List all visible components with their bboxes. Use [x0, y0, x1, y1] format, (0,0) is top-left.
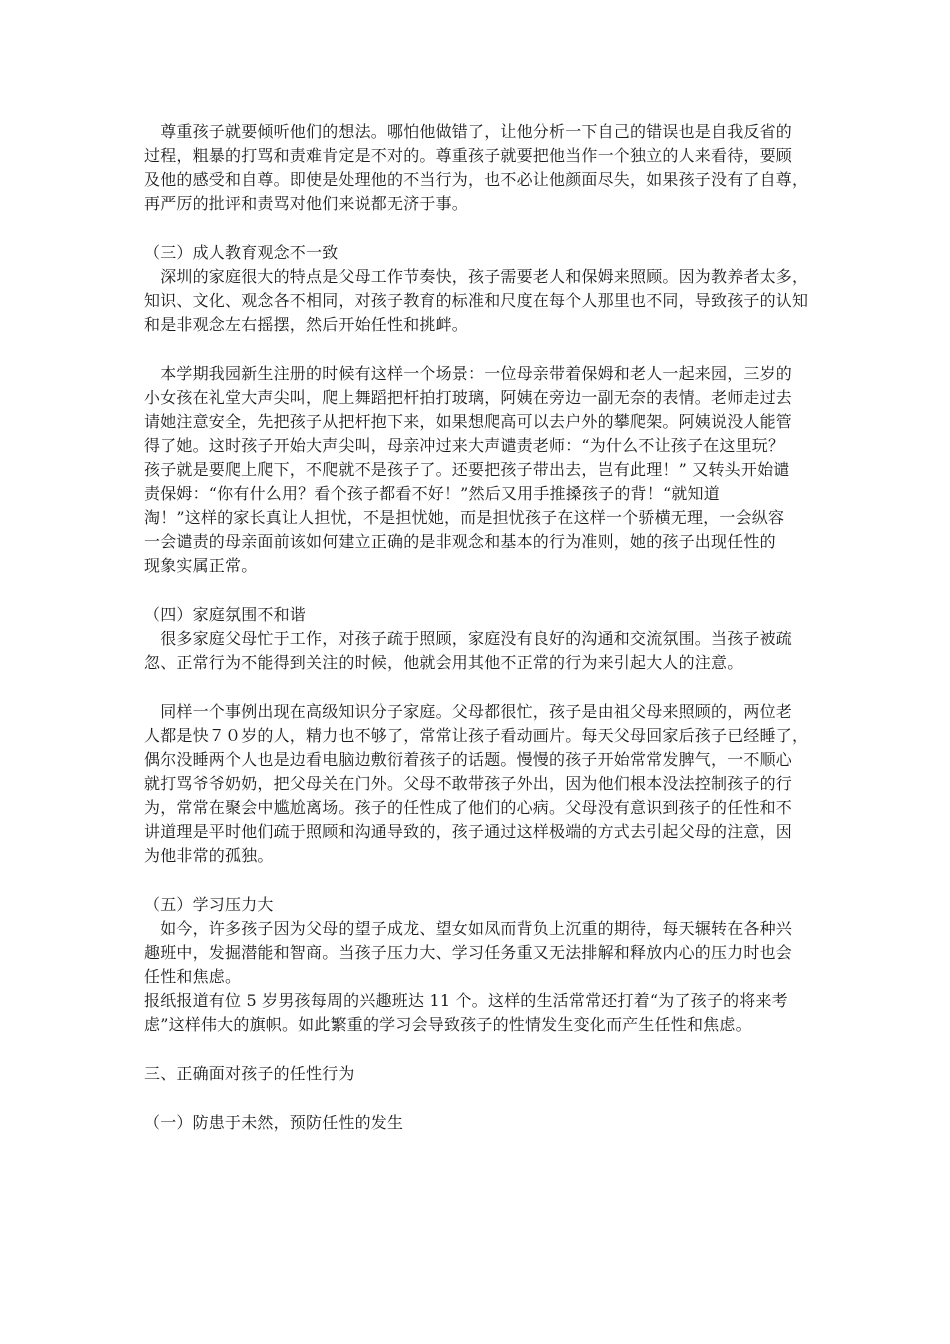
text-line: 偶尔没睡两个人也是边看电脑边敷衍着孩子的话题。慢慢的孩子开始常常发脾气，一不顺心: [144, 750, 793, 769]
paragraph-registration-scene: [144, 362, 814, 578]
text-line: 现象实属正常。: [144, 556, 258, 575]
text-line: 淘！”这样的家长真让人担忧，不是担忧她，而是担忧孩子在这样一个骄横无理，一会纵容: [144, 508, 785, 527]
text-line: 讲道理是平时他们疏于照顾和沟通导致的，孩子通过这样极端的方式去引起父母的注意，因: [144, 822, 793, 841]
text-line: 就打骂爷爷奶奶，把父母关在门外。父母不敢带孩子外出，因为他们根本没法控制孩子的行: [144, 774, 793, 793]
section-heading: （四）家庭氛围不和谐: [144, 605, 307, 624]
text-line: 孩子就是要爬上爬下，不爬就不是孩子了。还要把孩子带出去，岂有此理！” 又转头开始谴: [144, 460, 790, 479]
document-page: [144, 120, 814, 1135]
text-line: 和是非观念左右摇摆，然后开始任性和挑衅。: [144, 315, 469, 334]
text-line: 一会谴责的母亲面前该如何建立正确的是非观念和基本的行为准则，她的孩子出现任性的: [144, 532, 776, 551]
section-adult-education-views: [144, 241, 814, 337]
section-heading: （三）成人教育观念不一致: [144, 243, 339, 262]
text-line: 本学期我园新生注册的时候有这样一个场景：一位母亲带着保姆和老人一起来园，三岁的: [144, 364, 793, 383]
paragraph-respect: [144, 120, 814, 216]
text-line: 为，常常在聚会中尴尬离场。孩子的任性成了他们的心病。父母没有意识到孩子的任性和不: [144, 798, 793, 817]
text-line: 很多家庭父母忙于工作，对孩子疏于照顾，家庭没有良好的沟通和交流氛围。当孩子被疏: [144, 629, 793, 648]
text-line: 忽、正常行为不能得到关注的时候，他就会用其他不正常的行为来引起大人的注意。: [144, 653, 744, 672]
text-line: 小女孩在礼堂大声尖叫，爬上舞蹈把杆拍打玻璃，阿姨在旁边一副无奈的表情。老师走过去: [144, 388, 793, 407]
text-line: 尊重孩子就要倾听他们的想法。哪怕他做错了，让他分析一下自己的错误也是自我反省的: [144, 122, 793, 141]
text-line: 责保姆：“你有什么用？看个孩子都看不好！”然后又用手推搡孩子的背！“就知道: [144, 484, 720, 503]
section-heading: （一）防患于未然，预防任性的发生: [144, 1113, 404, 1132]
text-line: 及他的感受和自尊。即使是处理他的不当行为，也不必让他颜面尽失，如果孩子没有了自尊，: [144, 170, 809, 189]
text-line: 如今，许多孩子因为父母的望子成龙、望女如凤而背负上沉重的期待，每天辗转在各种兴: [144, 919, 793, 938]
section-study-pressure: [144, 893, 814, 1037]
text-line: 得了她。这时孩子开始大声尖叫，母亲冲过来大声谴责老师：“为什么不让孩子在这里玩？: [144, 436, 785, 455]
text-line: 知识、文化、观念各不相同，对孩子教育的标准和尺度在每个人那里也不同，导致孩子的认知: [144, 291, 809, 310]
section-family-atmosphere: [144, 603, 814, 675]
text-line: 人都是快７０岁的人，精力也不够了，常常让孩子看动画片。每天父母回家后孩子已经睡了，: [144, 726, 809, 745]
text-line: 深圳的家庭很大的特点是父母工作节奏快，孩子需要老人和保姆来照顾。因为教养者太多，: [144, 267, 809, 286]
text-line: 趣班中，发掘潜能和智商。当孩子压力大、学习任务重又无法排解和释放内心的压力时也会: [144, 943, 793, 962]
chapter-heading: [144, 1062, 814, 1086]
text-line: 为他非常的孤独。: [144, 846, 274, 865]
section-heading: （五）学习压力大: [144, 895, 274, 914]
text-line: 任性和焦虑。: [144, 967, 242, 986]
paragraph-intellectual-family: [144, 700, 814, 868]
subsection-heading: [144, 1111, 814, 1135]
chapter-title: 三、正确面对孩子的任性行为: [144, 1064, 355, 1083]
text-line: 虑”这样伟大的旗帜。如此繁重的学习会导致孩子的性情发生变化而产生任性和焦虑。: [144, 1015, 752, 1034]
text-line: 过程，粗暴的打骂和责难肯定是不对的。尊重孩子就要把他当作一个独立的人来看待，要顾: [144, 146, 793, 165]
text-line: 再严厉的批评和责骂对他们来说都无济于事。: [144, 194, 469, 213]
text-line: 请她注意安全，先把孩子从把杆抱下来，如果想爬高可以去户外的攀爬架。阿姨说没人能管: [144, 412, 793, 431]
text-line: 报纸报道有位 5 岁男孩每周的兴趣班达 11 个。这样的生活常常还打着“为了孩子的将来考: [144, 991, 788, 1010]
text-line: 同样一个事例出现在高级知识分子家庭。父母都很忙，孩子是由祖父母来照顾的，两位老: [144, 702, 793, 721]
